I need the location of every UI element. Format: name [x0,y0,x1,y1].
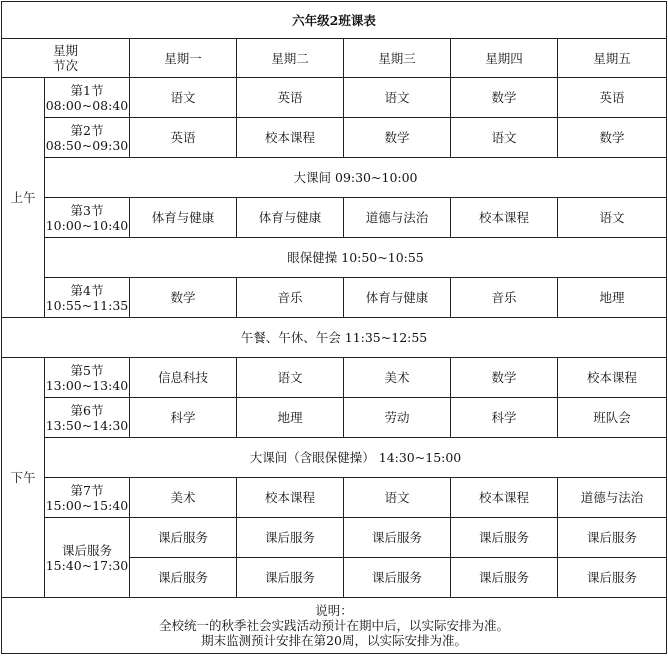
subject-cell: 体育与健康 [237,198,344,238]
subject-cell: 体育与健康 [344,278,451,318]
notes-line-1: 全校统一的秋季社会实践活动预计在期中后，以实际安排为准。 [159,618,510,633]
day-header-thu: 星期四 [451,39,558,78]
notes-row [2,598,667,654]
notes-line-2: 期末监测预计安排在第20周，以实际安排为准。 [201,633,467,648]
subject-cell: 英语 [237,78,344,118]
subject-cell: 课后服务 [344,558,451,598]
period-time: 10:00~10:40 [45,217,129,233]
subject-cell: 校本课程 [237,478,344,518]
period-time: 10:55~11:35 [45,297,129,313]
subject-cell: 课后服务 [130,518,237,558]
corner-cell [2,39,130,78]
subject-cell: 音乐 [451,278,558,318]
big-break-pm: 大课间（含眼保健操） 14:30~15:00 [45,438,667,478]
subject-cell: 数学 [130,278,237,318]
subject-cell: 课后服务 [237,558,344,598]
table-title: 六年级2班课表 [2,2,667,39]
subject-cell: 课后服务 [237,518,344,558]
subject-cell: 语文 [130,78,237,118]
break-row-pm [2,438,667,478]
after-school-label [45,518,130,598]
period-name: 第7节 [70,482,104,498]
subject-cell: 劳动 [344,398,451,438]
notes-cell [2,598,667,654]
period-row-2 [2,118,667,158]
big-break-am: 大课间 09:30~10:00 [45,158,667,198]
subject-cell: 课后服务 [130,558,237,598]
corner-period-label: 节次 [52,58,78,73]
subject-cell: 语文 [451,118,558,158]
notes-label: 说明： [315,603,353,618]
subject-cell: 地理 [558,278,667,318]
after-school-name: 课后服务 [61,542,112,558]
day-header-wed: 星期三 [344,39,451,78]
period-label [45,118,130,158]
section-morning: 上午 [2,78,45,318]
day-header-fri: 星期五 [558,39,667,78]
period-row-5 [2,358,667,398]
subject-cell: 课后服务 [451,558,558,598]
corner-weekday-label: 星期 [52,43,78,58]
period-time: 13:50~14:30 [45,417,129,433]
subject-cell: 英语 [130,118,237,158]
section-afternoon: 下午 [2,358,45,598]
subject-cell: 英语 [558,78,667,118]
subject-cell: 科学 [451,398,558,438]
subject-cell: 数学 [558,118,667,158]
period-name: 第5节 [70,362,104,378]
subject-cell: 数学 [344,118,451,158]
period-name: 第2节 [70,122,104,138]
period-label [45,398,130,438]
period-label [45,78,130,118]
subject-cell: 校本课程 [451,198,558,238]
lunch-break: 午餐、午休、午会 11:35~12:55 [2,318,667,358]
subject-cell: 音乐 [237,278,344,318]
period-label [45,358,130,398]
subject-cell: 道德与法治 [344,198,451,238]
after-school-time: 15:40~17:30 [45,557,129,573]
subject-cell: 校本课程 [237,118,344,158]
subject-cell: 语文 [558,198,667,238]
subject-cell: 语文 [344,478,451,518]
period-name: 第6节 [70,402,104,418]
period-time: 15:00~15:40 [45,497,129,513]
eye-exercise-break: 眼保健操 10:50~10:55 [45,238,667,278]
subject-cell: 数学 [451,358,558,398]
timetable [1,1,667,654]
period-name: 第3节 [70,202,104,218]
period-time: 08:50~09:30 [45,137,129,153]
period-row-6 [2,398,667,438]
period-row-1 [2,78,667,118]
subject-cell: 课后服务 [451,518,558,558]
period-name: 第4节 [70,282,104,298]
subject-cell: 校本课程 [558,358,667,398]
period-time: 13:00~13:40 [45,377,129,393]
subject-cell: 课后服务 [558,518,667,558]
header-row [2,39,667,78]
subject-cell: 地理 [237,398,344,438]
subject-cell: 体育与健康 [130,198,237,238]
subject-cell: 美术 [130,478,237,518]
title-row [2,2,667,39]
period-label [45,278,130,318]
eye-exercise-row [2,238,667,278]
subject-cell: 校本课程 [451,478,558,518]
subject-cell: 美术 [344,358,451,398]
subject-cell: 班队会 [558,398,667,438]
subject-cell: 数学 [451,78,558,118]
period-row-4 [2,278,667,318]
subject-cell: 课后服务 [558,558,667,598]
break-row-am [2,158,667,198]
subject-cell: 语文 [344,78,451,118]
subject-cell: 信息科技 [130,358,237,398]
subject-cell: 课后服务 [344,518,451,558]
subject-cell: 语文 [237,358,344,398]
period-time: 08:00~08:40 [45,97,129,113]
after-school-row-1 [2,518,667,558]
period-name: 第1节 [70,82,104,98]
day-header-mon: 星期一 [130,39,237,78]
period-row-3 [2,198,667,238]
period-label [45,478,130,518]
period-label [45,198,130,238]
subject-cell: 科学 [130,398,237,438]
period-row-7 [2,478,667,518]
subject-cell: 道德与法治 [558,478,667,518]
lunch-row [2,318,667,358]
day-header-tue: 星期二 [237,39,344,78]
